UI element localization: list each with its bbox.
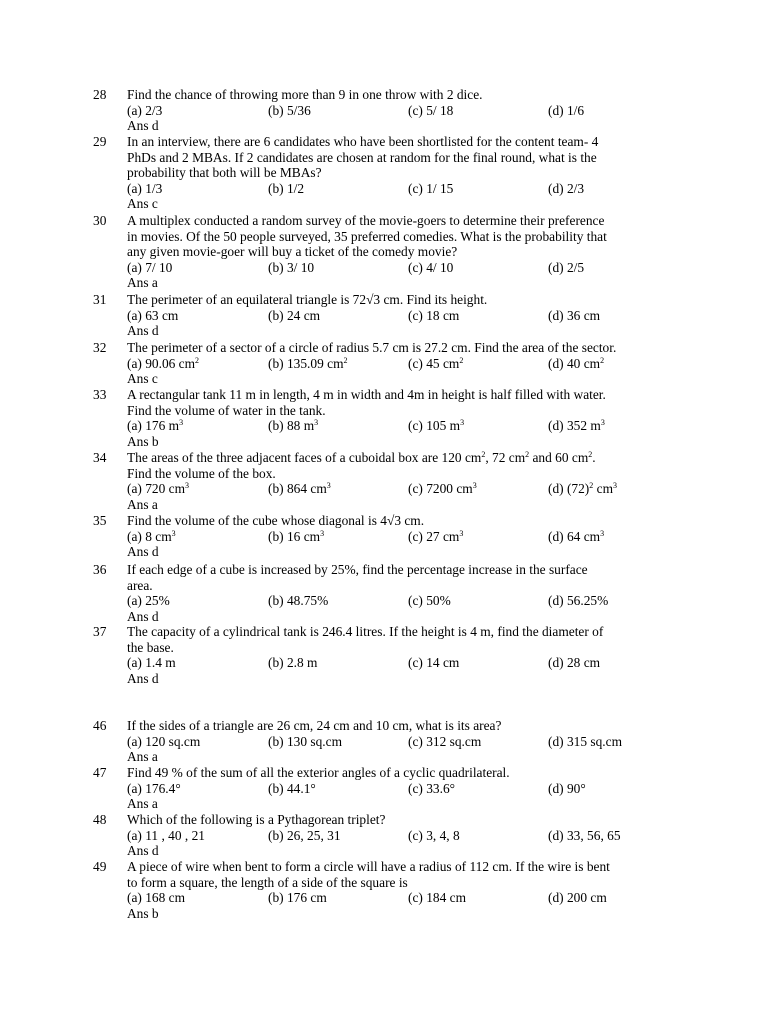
question-text: to form a square, the length of a side of the square is [127, 874, 408, 890]
square-root: √3 [366, 292, 381, 307]
option-d: (d) 56.25% [548, 593, 609, 609]
question-text: In an interview, there are 6 candidates who have been shortlisted for the content team- 4 [127, 134, 599, 149]
option-b: (b) 130 sq.cm [268, 733, 343, 749]
options-row [127, 481, 675, 497]
options-row [127, 828, 675, 844]
option-d: (d) 40 $cm^2$ [548, 355, 605, 371]
question-number: 29 [93, 134, 107, 149]
answer: Ans d [127, 670, 159, 686]
square-root: √3 [386, 513, 402, 528]
answer: Ans d [127, 323, 159, 339]
option-d: (d) 2/3 [548, 180, 585, 196]
option-c: (c) 4/ 10 [408, 259, 454, 275]
option-d: (d) 33, 56, 65 [548, 827, 621, 843]
option-d: (d) 315 sq.cm [548, 733, 623, 749]
option-d: (d) 36 cm [548, 307, 601, 323]
question-number: 49 [93, 859, 107, 874]
option-a: (a) 120 sq.cm [127, 733, 201, 749]
options-row [127, 655, 675, 671]
options-row [127, 356, 675, 372]
answer: Ans c [127, 196, 158, 212]
option-d: (d) 1/6 [548, 102, 585, 118]
option-a: (a) 8 $cm^3$ [127, 528, 176, 544]
question-text: Find 49 % of the sum of all the exterior angles of a cyclic quadrilateral. [127, 765, 510, 780]
option-d: (d) 352 $m^3$ [548, 418, 605, 434]
option-c: (c) 50% [408, 593, 451, 609]
question-text: The perimeter of a sector of a circle of radius 5.7 cm is 27.2 cm. Find the area of the sector. [127, 340, 617, 355]
option-b: (b) 864 $cm^3$ [268, 481, 331, 497]
option-a: (a) 176.4° [127, 780, 181, 796]
answer: Ans d [127, 544, 159, 560]
options-row [127, 593, 675, 609]
option-b: (b) 135.09 $cm^2$ [268, 355, 348, 371]
option-c: (c) 184 cm [408, 890, 467, 906]
question-text: Find the chance of throwing more than 9 in one throw with 2 dice. [127, 87, 483, 102]
question-text: The capacity of a cylindrical tank is 246.4 litres. If the height is 4 m, find the diameter of [127, 624, 604, 639]
option-b: (b) 3/ 10 [268, 259, 315, 275]
option-c: (c) 7200 $cm^3$ [408, 481, 477, 497]
options-row [127, 260, 675, 276]
option-d: (d) 90° [548, 780, 586, 796]
option-a: (a) 7/ 10 [127, 259, 173, 275]
answer: Ans a [127, 749, 158, 765]
question-text: the base. [127, 639, 174, 655]
options-row [127, 308, 675, 324]
question-text: If the sides of a triangle are 26 cm, 24 cm and 10 cm, what is its area? [127, 718, 502, 733]
question-number: 46 [93, 718, 107, 733]
question-text: area. [127, 577, 153, 593]
option-b: (b) 2.8 m [268, 655, 318, 671]
question-text: A multiplex conducted a random survey of the movie-goers to determine their preference [127, 213, 605, 228]
option-b: (b) 16 $cm^3$ [268, 528, 325, 544]
option-b: (b) 48.75% [268, 593, 329, 609]
answer: Ans a [127, 796, 158, 812]
question-number: 47 [93, 765, 107, 780]
answer: Ans a [127, 496, 158, 512]
question-text: in movies. Of the 50 people surveyed, 35 preferred comedies. What is the probability that [127, 228, 607, 244]
options-row [127, 103, 675, 119]
question-text: probability that both will be MBAs? [127, 165, 322, 181]
option-b: (b) 5/36 [268, 102, 311, 118]
question-number: 35 [93, 513, 107, 528]
option-a: (a) 176 $m^3$ [127, 418, 184, 434]
options-row [127, 529, 675, 545]
options-row [127, 418, 675, 434]
answer: Ans d [127, 118, 159, 134]
answer: Ans d [127, 843, 159, 859]
option-b: (b) 44.1° [268, 780, 316, 796]
answer: Ans b [127, 905, 159, 921]
question-text: PhDs and 2 MBAs. If 2 candidates are chosen at random for the final round, what is the [127, 149, 597, 165]
option-c: (c) 105 $m^3$ [408, 418, 465, 434]
answer: Ans a [127, 275, 158, 291]
question-number: 28 [93, 87, 107, 102]
question-number: 32 [93, 340, 107, 355]
option-c: (c) 14 cm [408, 655, 460, 671]
option-a: (a) 2/3 [127, 102, 163, 118]
option-d: (d) 200 cm [548, 890, 607, 906]
answer: Ans b [127, 433, 159, 449]
option-b: (b) 26, 25, 31 [268, 827, 341, 843]
option-c: (c) 312 sq.cm [408, 733, 482, 749]
option-d: (d) $(72)^2$ $cm^3$ [548, 481, 617, 497]
option-c: (c) 3, 4, 8 [408, 827, 460, 843]
question-number: 31 [93, 292, 107, 307]
question-text: Find the volume of the cube whose diagonal is 4√3 cm. [127, 513, 425, 528]
option-a: (a) 1/3 [127, 180, 163, 196]
options-row [127, 890, 675, 906]
question-text: The perimeter of an equilateral triangle is 72√3 cm. Find its height. [127, 292, 488, 307]
option-c: (c) 33.6° [408, 780, 455, 796]
option-d: (d) 2/5 [548, 259, 585, 275]
option-c: (c) 45 $cm^2$ [408, 355, 464, 371]
options-row [127, 734, 675, 750]
option-a: (a) 168 cm [127, 890, 186, 906]
option-a: (a) 90.06 $cm^2$ [127, 355, 200, 371]
option-b: (b) 176 cm [268, 890, 327, 906]
option-d: (d) 28 cm [548, 655, 601, 671]
option-c: (c) 5/ 18 [408, 102, 454, 118]
option-a: (a) 1.4 m [127, 655, 176, 671]
question-number: 48 [93, 812, 107, 827]
option-c: (c) 1/ 15 [408, 180, 454, 196]
option-c: (c) 18 cm [408, 307, 460, 323]
option-b: (b) 1/2 [268, 180, 305, 196]
question-number: 33 [93, 387, 107, 402]
option-a: (a) 63 cm [127, 307, 179, 323]
option-a: (a) 11 , 40 , 21 [127, 827, 205, 843]
question-text: Find the volume of water in the tank. [127, 402, 326, 418]
question-text: Which of the following is a Pythagorean triplet? [127, 812, 386, 827]
option-a: (a) 720 $cm^3$ [127, 481, 190, 497]
question-text: Find the volume of the box. [127, 465, 276, 481]
question-text: any given movie-goer will buy a ticket of the comedy movie? [127, 244, 458, 260]
question-number: 34 [93, 450, 107, 465]
option-c: (c) 27 $cm^3$ [408, 528, 464, 544]
question-number: 36 [93, 562, 107, 577]
question-number: 30 [93, 213, 107, 228]
option-b: (b) 24 cm [268, 307, 321, 323]
question-text: A piece of wire when bent to form a circle will have a radius of 112 cm. If the wire is bent [127, 859, 610, 874]
question-text: If each edge of a cube is increased by 25%, find the percentage increase in the surface [127, 562, 588, 577]
option-d: (d) 64 $cm^3$ [548, 528, 605, 544]
option-a: (a) 25% [127, 593, 170, 609]
question-text: The areas of the three adjacent faces of a cuboidal box are 120 $cm^2$, 72 $cm^2$ and 60 $cm^2$. [127, 450, 596, 465]
answer: Ans c [127, 371, 158, 387]
options-row [127, 181, 675, 197]
question-number: 37 [93, 624, 107, 639]
option-b: (b) 88 $m^3$ [268, 418, 319, 434]
options-row [127, 781, 675, 797]
answer: Ans d [127, 608, 159, 624]
question-text: A rectangular tank 11 m in length, 4 m in width and 4m in height is half filled with water. [127, 387, 606, 402]
